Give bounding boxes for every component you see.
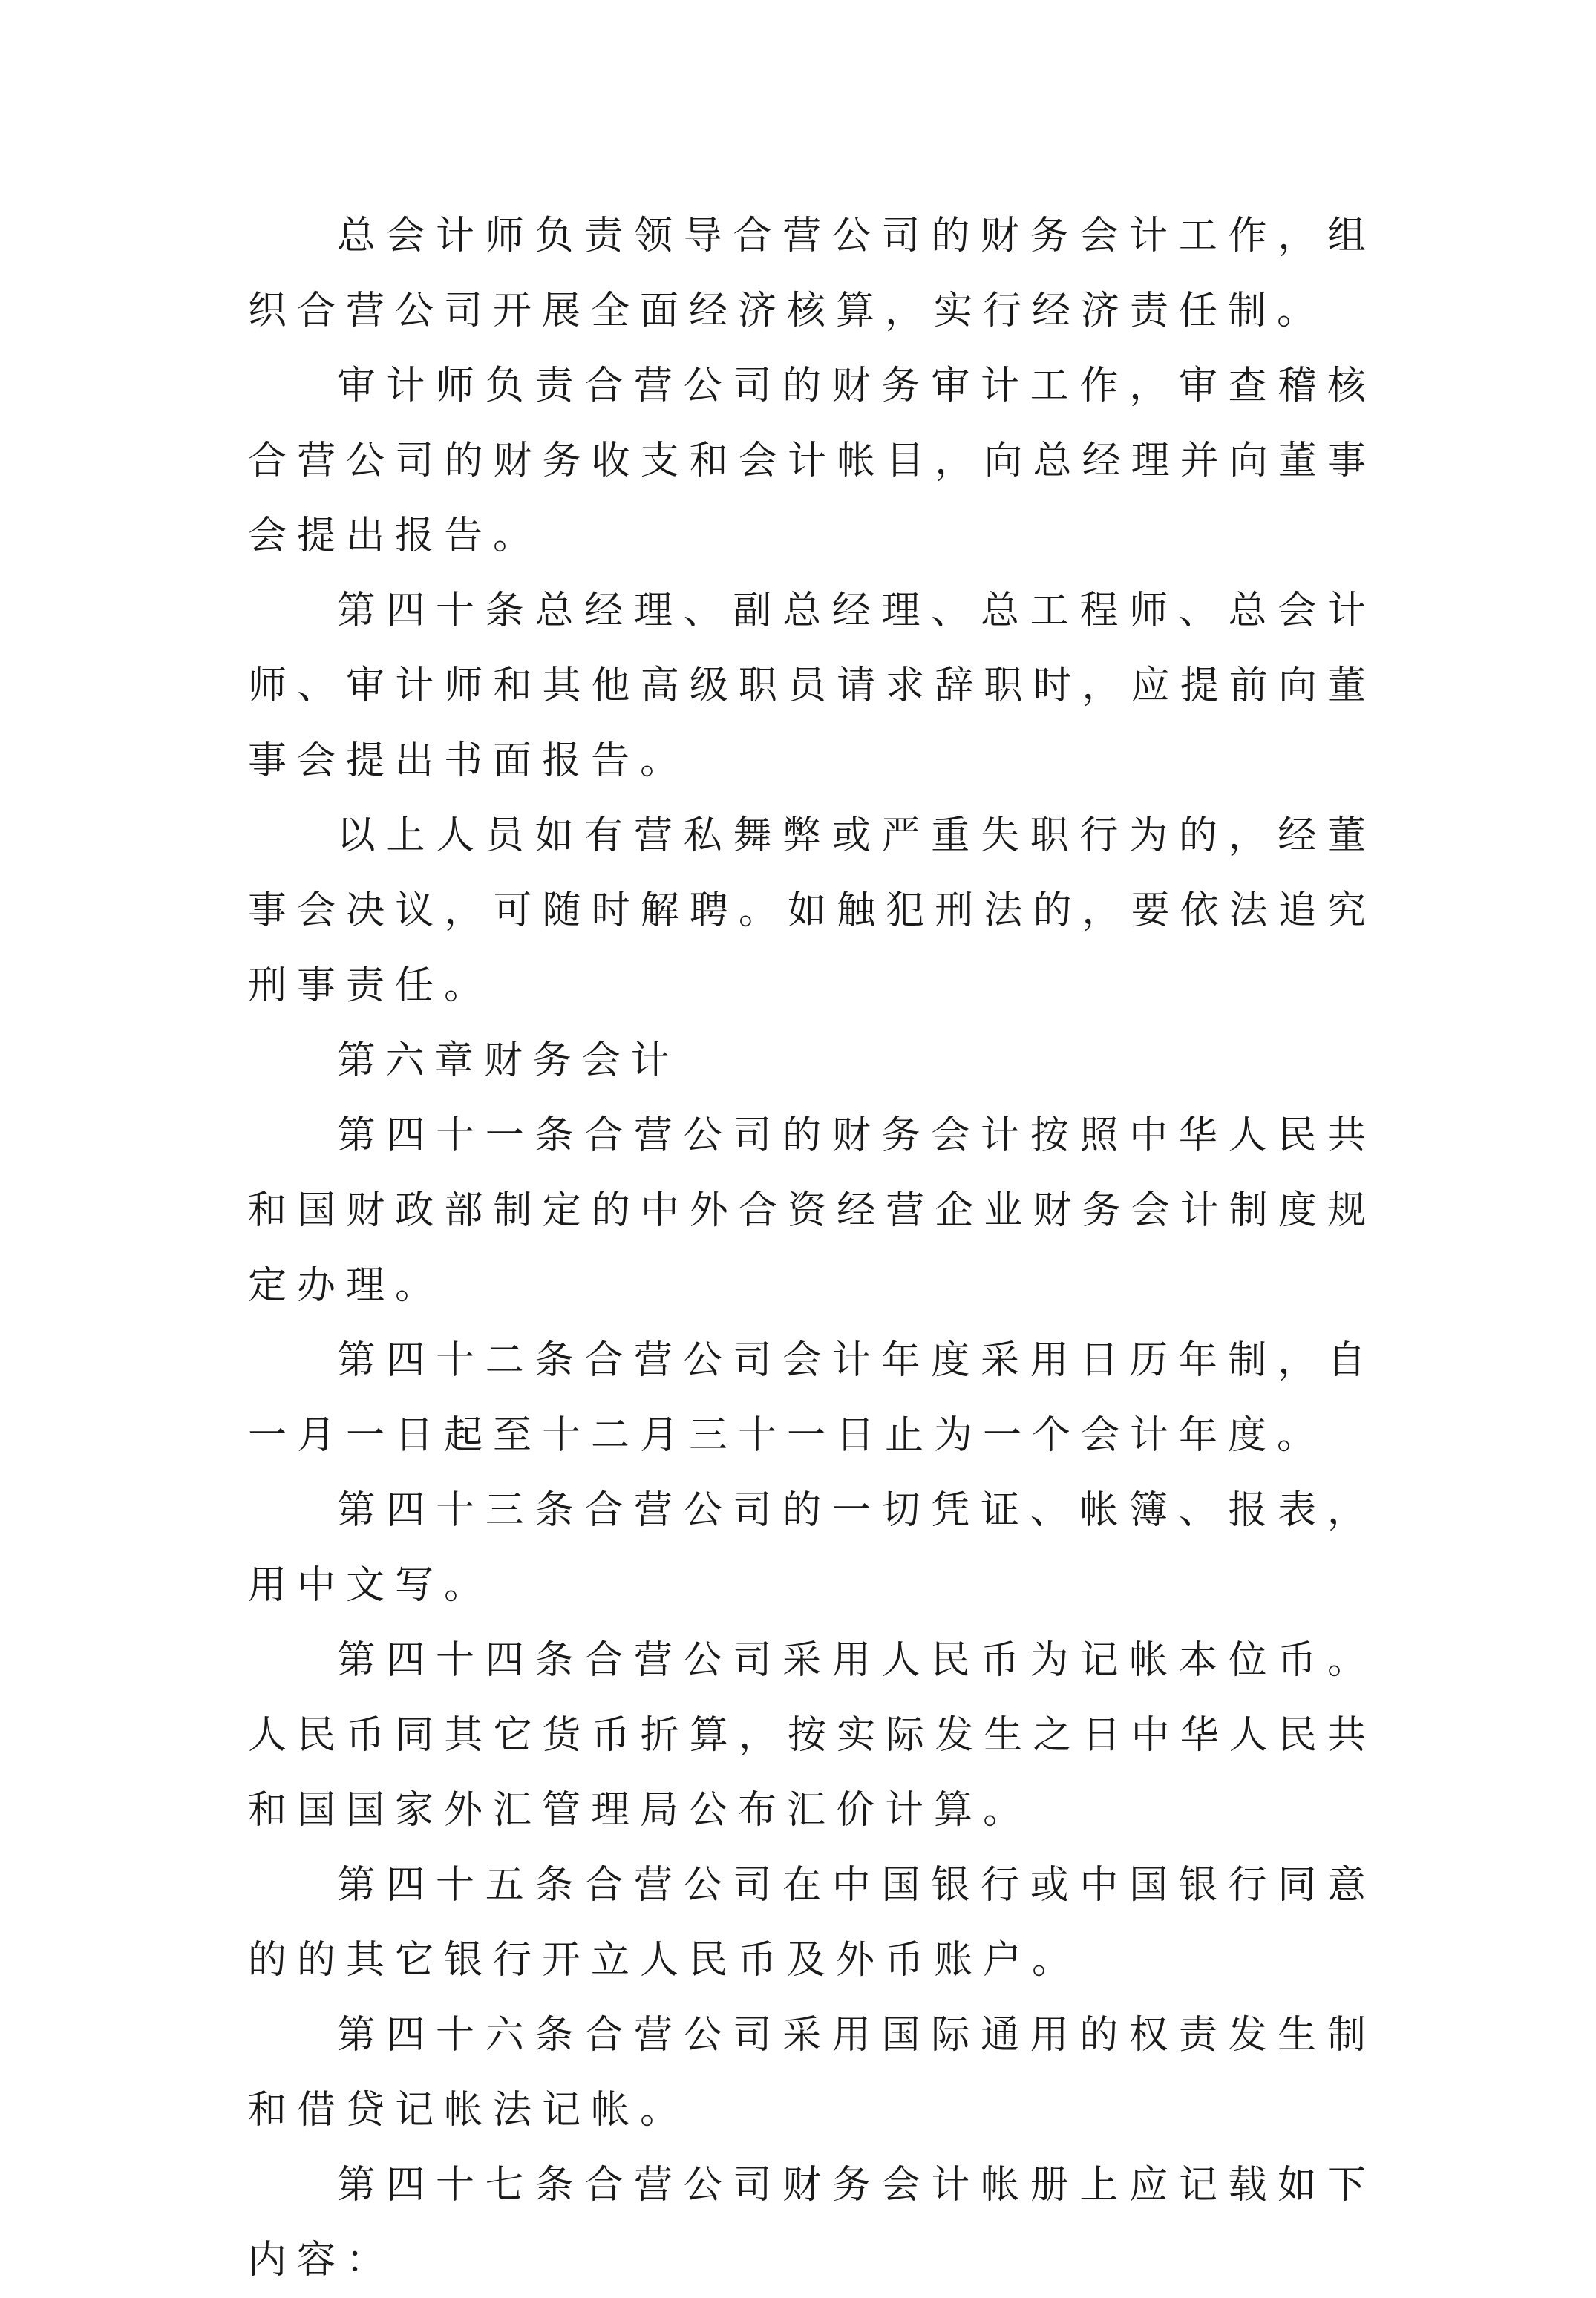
paragraph: 第四十七条合营公司财务会计帐册上应记载如下内容： [248,2163,1376,2282]
paragraph: 第四十五条合营公司在中国银行或中国银行同意的的其它银行开立人民币及外币账户。 [248,1863,1376,1983]
paragraph: 第四十六条合营公司采用国际通用的权责发生制和借贷记帐法记帐。 [248,2013,1376,2132]
paragraph: 第四十一条合营公司的财务会计按照中华人民共和国财政部制定的中外合资经营企业财务会计制度规定办理。 [248,1113,1376,1308]
paragraph: 第四十条总经理、副总经理、总工程师、总会计师、审计师和其他高级职员请求辞职时，应提前向董事会提出书面报告。 [248,589,1376,783]
paragraph: 总会计师负责领导合营公司的财务会计工作，组织合营公司开展全面经济核算，实行经济责任制。 [248,214,1376,333]
paragraph: 审计师负责合营公司的财务审计工作，审查稽核合营公司的财务收支和会计帐目，向总经理并向董事会提出报告。 [248,364,1376,558]
chapter-heading: 第六章财务会计 [336,1038,680,1083]
document-body [248,199,1376,2298]
paragraph: 第四十二条合营公司会计年度采用日历年制，自一月一日起至十二月三十一日止为一个会计年度。 [248,1338,1376,1458]
paragraph: 以上人员如有营私舞弊或严重失职行为的，经董事会决议，可随时解聘。如触犯刑法的，要依法追究刑事责任。 [248,814,1376,1008]
paragraph: 第四十三条合营公司的一切凭证、帐簿、报表，用中文写。 [248,1488,1376,1608]
paragraph: 第四十四条合营公司采用人民币为记帐本位币。人民币同其它货币折算，按实际发生之日中华人民共和国国家外汇管理局公布汇价计算。 [248,1638,1376,1833]
